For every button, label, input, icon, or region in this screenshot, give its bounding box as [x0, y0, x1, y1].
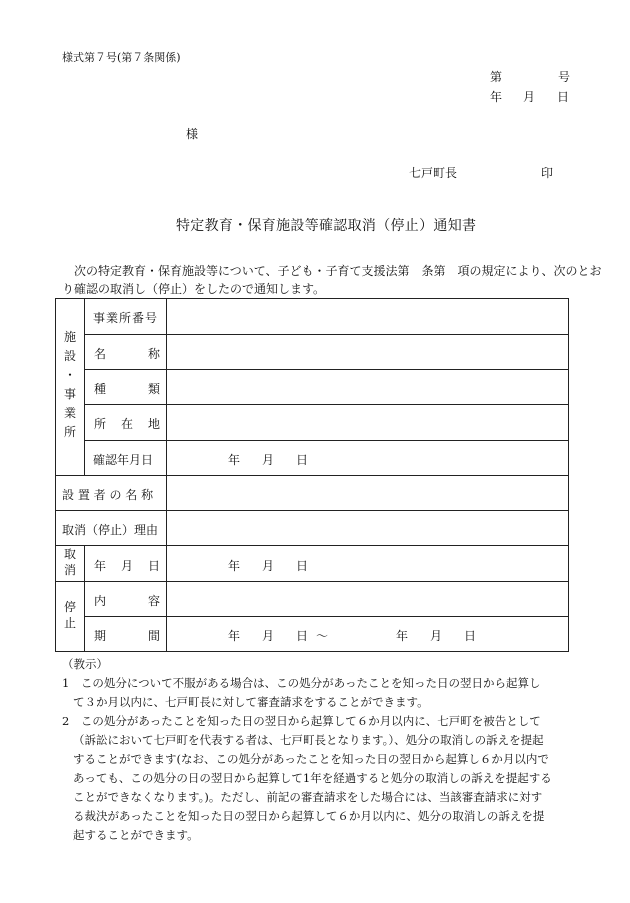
- period-start-month: 月: [262, 629, 275, 643]
- cancel-month-label: 月: [121, 559, 134, 573]
- doc-number-prefix: 第: [490, 70, 503, 84]
- note-1-line-2: て３か月以内に、七戸町長に対して審査請求をすることができます。: [73, 695, 429, 709]
- issuer-name: 七戸町長: [409, 166, 458, 180]
- period-label-2: 間: [148, 629, 161, 643]
- confirm-date-label: 確認年月日: [93, 453, 154, 467]
- note-2-line-7: 起することができます。: [73, 828, 199, 842]
- period-start-day: 日: [296, 629, 309, 643]
- type-label-1: 種: [94, 382, 107, 396]
- facility-group-label: 施 設 ・ 事 業 所: [63, 330, 76, 439]
- note-2-line-4: あっても、この処分の日の翌日から起算して1年を経過すると処分の取消しの訴えを提起する: [73, 771, 552, 785]
- lead-line-2: り確認の取消し（停止）をしたので通知します。: [62, 282, 326, 296]
- confirm-year: 年: [228, 453, 241, 467]
- lead-text: [62, 262, 602, 298]
- establisher-label: 設 置 者 の 名 称: [62, 488, 154, 502]
- suspend-group-label: 停 止: [63, 600, 76, 630]
- confirm-month: 月: [262, 453, 275, 467]
- name-label-2: 称: [148, 347, 161, 361]
- doc-number-suffix: 号: [558, 70, 571, 84]
- office-number-label: 事業所番号: [93, 311, 159, 325]
- period-label-1: 期: [94, 629, 107, 643]
- type-label-2: 類: [148, 382, 161, 396]
- seal-mark: 印: [541, 166, 554, 180]
- cancel-year: 年: [228, 559, 241, 573]
- period-end-year: 年: [396, 629, 409, 643]
- cancel-group-label: 取 消: [63, 547, 76, 577]
- note-2-line-1: 2 この処分があったことを知った日の翌日から起算して６か月以内に、七戸町を被告として: [62, 714, 541, 728]
- notes-section: [62, 655, 552, 845]
- note-2-line-3: することができます(なお、この処分があったことを知った日の翌日から起算し６か月以内で: [73, 752, 549, 766]
- notes-heading: （教示）: [62, 657, 108, 671]
- content-label-1: 内: [94, 594, 107, 608]
- note-2-line-5: ことができなくなります。)。ただし、前記の審査請求をした場合には、当該審査請求に対す: [73, 790, 543, 804]
- period-start-year: 年: [228, 629, 241, 643]
- note-2-line-6: る裁決があったことを知った日の翌日から起算して６か月以内に、処分の取消しの訴えを提: [73, 809, 545, 823]
- period-end-month: 月: [430, 629, 443, 643]
- cancel-month: 月: [262, 559, 275, 573]
- document-title: 特定教育・保育施設等確認取消（停止）通知書: [176, 218, 477, 234]
- content-label-2: 容: [148, 594, 161, 608]
- cancel-year-label: 年: [94, 559, 107, 573]
- addressee-suffix: 様: [186, 127, 199, 141]
- date-month-label: 月: [523, 90, 536, 104]
- location-label-2: 在: [121, 417, 134, 431]
- location-label-1: 所: [94, 417, 107, 431]
- note-2-line-2: （訴訟において七戸町を代表する者は、七戸町長となります。）、処分の取消しの訴えを提起: [73, 733, 544, 747]
- name-label-1: 名: [94, 347, 107, 361]
- form-number: 様式第７号(第７条関係): [62, 51, 181, 64]
- date-year-label: 年: [490, 90, 503, 104]
- period-end-day: 日: [464, 629, 477, 643]
- confirm-day: 日: [296, 453, 309, 467]
- reason-label: 取消（停止）理由: [62, 523, 159, 537]
- location-label-3: 地: [148, 417, 161, 431]
- lead-line-1: 次の特定教育・保育施設等について、子ども・子育て支援法第 条第 項の規定により、次のとお: [74, 264, 602, 278]
- cancel-day: 日: [296, 559, 309, 573]
- period-range-tilde: 〜: [316, 629, 329, 643]
- note-1-line-1: 1 この処分について不服がある場合は、この処分があったことを知った日の翌日から起算し: [62, 676, 541, 690]
- date-day-label: 日: [557, 90, 570, 104]
- cancel-day-label: 日: [148, 559, 161, 573]
